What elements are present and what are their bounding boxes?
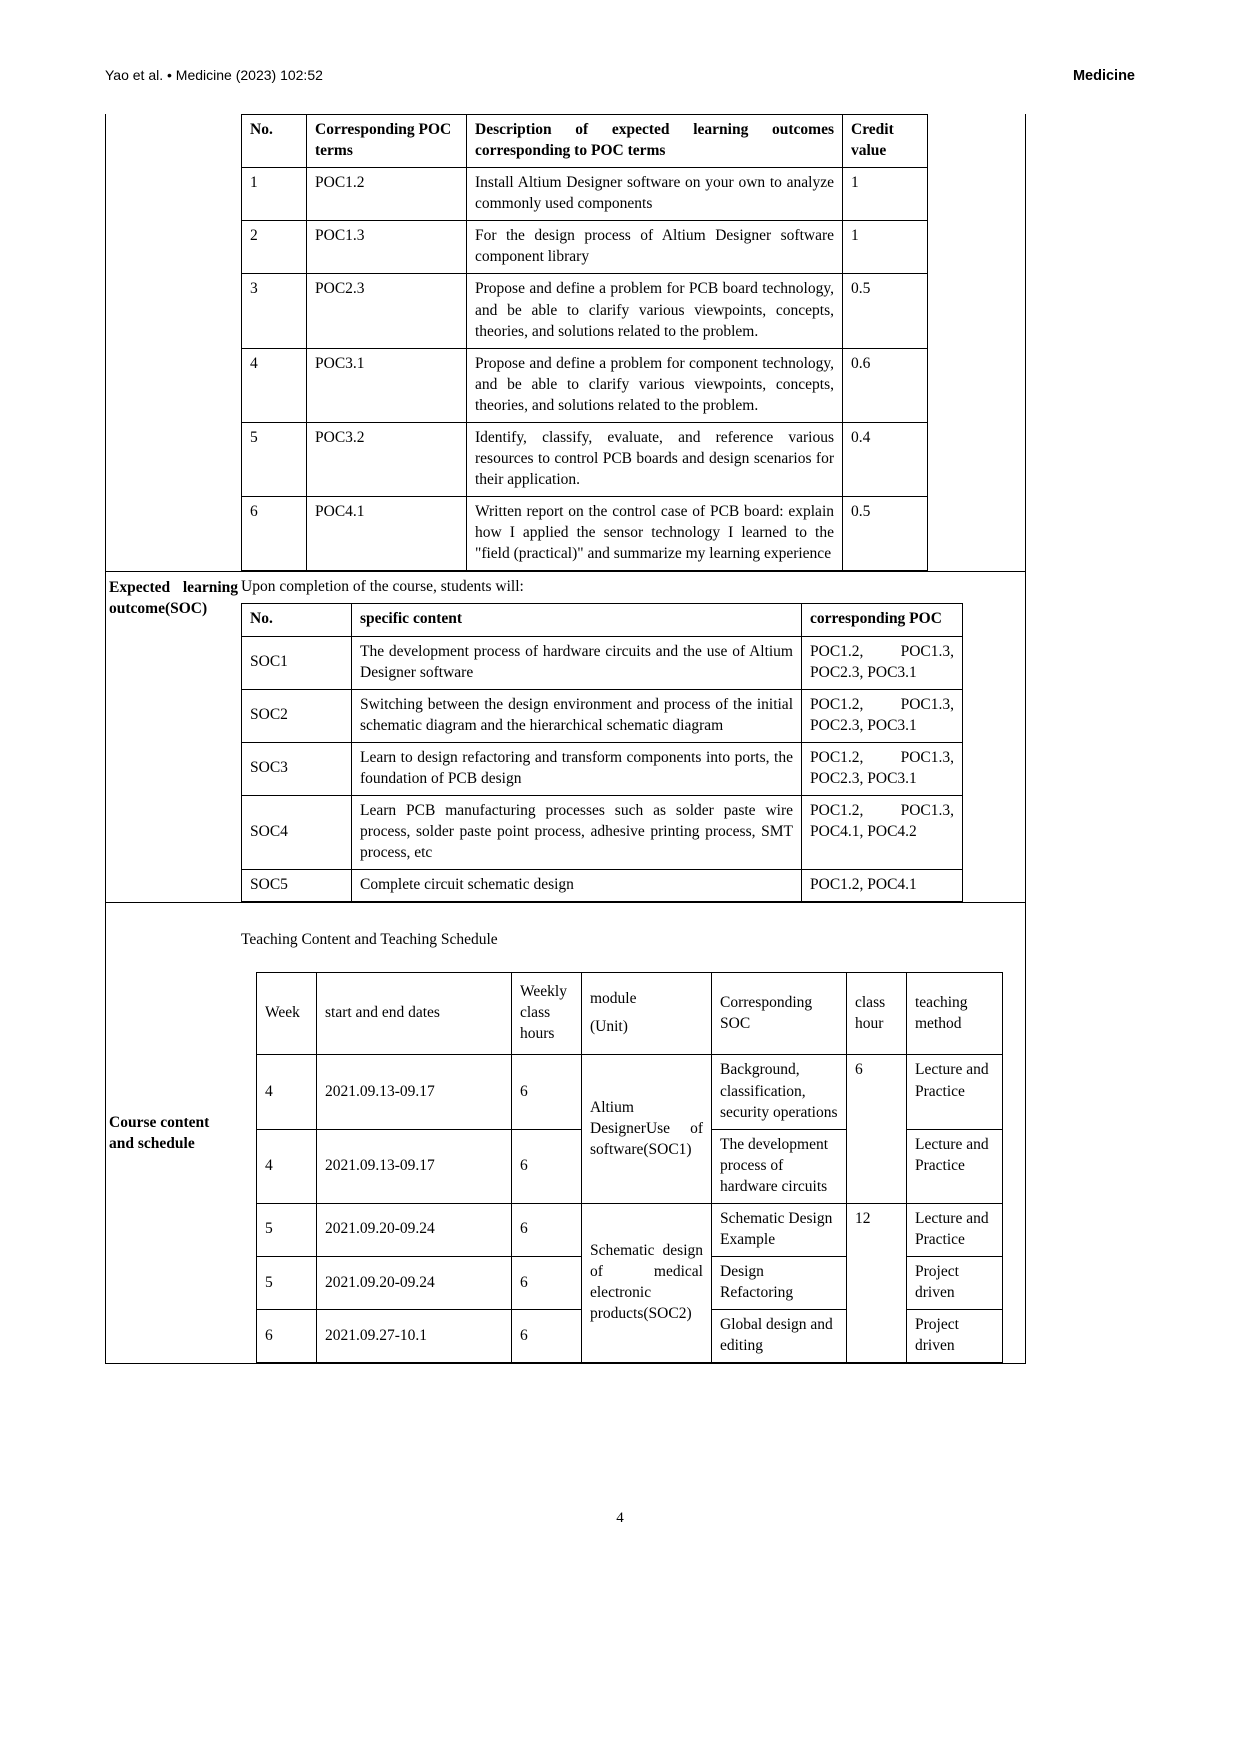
cell-poc-term: POC1.2 (307, 168, 467, 221)
cell-soc-no: SOC2 (242, 689, 352, 742)
table-row (242, 689, 963, 742)
cell-weekly-hours: 6 (512, 1310, 582, 1363)
cell-specific-content: The development process of hardware circuits and the use of Altium Designer software (352, 636, 802, 689)
cell-no: 3 (242, 274, 307, 348)
cell-week: 6 (257, 1310, 317, 1363)
cell-credit: 0.4 (843, 422, 928, 496)
table-row (242, 497, 928, 571)
cell-dates: 2021.09.13-09.17 (317, 1055, 512, 1129)
header-weekly-class-hours: Weekly class hours (512, 973, 582, 1055)
cell-credit: 1 (843, 221, 928, 274)
header-dates: start and end dates (317, 973, 512, 1055)
table-row (242, 796, 963, 870)
cell-dates: 2021.09.27-10.1 (317, 1310, 512, 1363)
cell-specific-content: Learn PCB manufacturing processes such as solder paste wire process, solder paste point process, adhesive printing process, SMT process, etc (352, 796, 802, 870)
cell-corresponding-poc: POC1.2, POC1.3, POC2.3, POC3.1 (802, 636, 963, 689)
cell-corresponding-soc: Background, classification, security operations (712, 1055, 847, 1129)
cell-poc-term: POC2.3 (307, 274, 467, 348)
table-header-row (257, 973, 1003, 1055)
soc-section-content (241, 572, 1025, 902)
header-description: Description of expected learning outcomes corresponding to POC terms (467, 115, 843, 168)
header-no: No. (242, 115, 307, 168)
cell-corresponding-soc: The development process of hardware circuits (712, 1129, 847, 1203)
cell-no: 2 (242, 221, 307, 274)
cell-corresponding-soc: Design Refactoring (712, 1257, 847, 1310)
cell-dates: 2021.09.13-09.17 (317, 1129, 512, 1203)
cell-corresponding-soc: Global design and editing (712, 1310, 847, 1363)
table-row (242, 870, 963, 902)
table-row (242, 422, 928, 496)
header-week: Week (257, 973, 317, 1055)
course-section-row (106, 903, 1025, 1363)
schedule-table (256, 972, 1003, 1363)
soc-intro-text: Upon completion of the course, students will: (241, 578, 524, 596)
cell-poc-term: POC3.1 (307, 348, 467, 422)
cell-dates: 2021.09.20-09.24 (317, 1257, 512, 1310)
cell-poc-term: POC1.3 (307, 221, 467, 274)
course-intro-text: Teaching Content and Teaching Schedule (241, 931, 498, 949)
cell-class-hour: 6 (847, 1055, 907, 1203)
header-unit-line: (Unit) (590, 1018, 628, 1036)
cell-soc-no: SOC1 (242, 636, 352, 689)
label-line: and schedule (109, 1135, 195, 1153)
cell-dates: 2021.09.20-09.24 (317, 1203, 512, 1256)
cell-teaching-method: Lecture and Practice (907, 1203, 1003, 1256)
table-header-row (242, 115, 928, 168)
page-number: 4 (616, 1510, 624, 1526)
cell-no: 5 (242, 422, 307, 496)
table-row (242, 636, 963, 689)
cell-description: Propose and define a problem for PCB board technology, and be able to clarify various viewpoints, concepts, theories, and solutions related to the problem. (467, 274, 843, 348)
cell-description: Written report on the control case of PCB board: explain how I applied the sensor technology I learned to the "field (practical)" and summarize my learning experience (467, 497, 843, 571)
cell-corresponding-soc: Schematic Design Example (712, 1203, 847, 1256)
table-row (257, 1055, 1003, 1129)
soc-table (241, 603, 963, 902)
cell-class-hour: 12 (847, 1203, 907, 1362)
cell-credit: 1 (843, 168, 928, 221)
label-block (109, 1112, 209, 1154)
table-row (242, 274, 928, 348)
course-section-content (241, 903, 1025, 1363)
cell-module: Altium DesignerUse of software(SOC1) (582, 1055, 712, 1203)
cell-specific-content: Complete circuit schematic design (352, 870, 802, 902)
cell-teaching-method: Lecture and Practice (907, 1129, 1003, 1203)
cell-corresponding-poc: POC1.2, POC4.1 (802, 870, 963, 902)
header-module-line: module (590, 990, 637, 1008)
header-corresponding-poc: corresponding POC (802, 604, 963, 636)
running-head: Yao et al. • Medicine (2023) 102:52 (105, 67, 323, 83)
cell-description: Identify, classify, evaluate, and reference various resources to control PCB boards and design scenarios for their application. (467, 422, 843, 496)
page-header (105, 66, 1135, 87)
journal-name: Medicine (1072, 68, 1135, 84)
cell-poc-term: POC3.2 (307, 422, 467, 496)
table-row (257, 1203, 1003, 1256)
poc-row-label-empty (106, 114, 241, 571)
cell-week: 5 (257, 1203, 317, 1256)
cell-credit: 0.5 (843, 497, 928, 571)
header-class-hour: class hour (847, 973, 907, 1055)
header-specific-content: specific content (352, 604, 802, 636)
cell-specific-content: Learn to design refactoring and transform components into ports, the foundation of PCB design (352, 742, 802, 795)
cell-week: 4 (257, 1129, 317, 1203)
label-line: Course content (109, 1114, 210, 1132)
cell-soc-no: SOC3 (242, 742, 352, 795)
header-module-unit (582, 973, 712, 1055)
cell-description: Propose and define a problem for component technology, and be able to clarify various viewpoints, concepts, theories, and solutions related to the problem. (467, 348, 843, 422)
cell-soc-no: SOC5 (242, 870, 352, 902)
cell-teaching-method: Project driven (907, 1257, 1003, 1310)
cell-corresponding-poc: POC1.2, POC1.3, POC2.3, POC3.1 (802, 689, 963, 742)
cell-teaching-method: Project driven (907, 1310, 1003, 1363)
cell-module: Schematic design of medical electronic products(SOC2) (582, 1203, 712, 1362)
cell-weekly-hours: 6 (512, 1203, 582, 1256)
cell-weekly-hours: 6 (512, 1257, 582, 1310)
soc-row-label (106, 572, 241, 902)
cell-description: Install Altium Designer software on your own to analyze commonly used components (467, 168, 843, 221)
cell-weekly-hours: 6 (512, 1129, 582, 1203)
poc-section-row (106, 114, 1025, 572)
cell-week: 4 (257, 1055, 317, 1129)
cell-specific-content: Switching between the design environment and process of the initial schematic diagram and the hierarchical schematic diagram (352, 689, 802, 742)
label-line: outcome(SOC) (109, 600, 208, 618)
cell-corresponding-poc: POC1.2, POC1.3, POC2.3, POC3.1 (802, 742, 963, 795)
table-row (242, 168, 928, 221)
header-corresponding-soc: Corresponding SOC (712, 973, 847, 1055)
cell-teaching-method: Lecture and Practice (907, 1055, 1003, 1129)
cell-description: For the design process of Altium Designer software component library (467, 221, 843, 274)
header-teaching-method: teaching method (907, 973, 1003, 1055)
poc-table (241, 114, 928, 571)
cell-credit: 0.6 (843, 348, 928, 422)
cell-soc-no: SOC4 (242, 796, 352, 870)
cell-credit: 0.5 (843, 274, 928, 348)
cell-no: 1 (242, 168, 307, 221)
header-credit-value: Credit value (843, 115, 928, 168)
soc-section-row (106, 572, 1025, 903)
cell-weekly-hours: 6 (512, 1055, 582, 1129)
cell-corresponding-poc: POC1.2, POC1.3, POC4.1, POC4.2 (802, 796, 963, 870)
cell-no: 4 (242, 348, 307, 422)
cell-week: 5 (257, 1257, 317, 1310)
table-header-row (242, 604, 963, 636)
cell-no: 6 (242, 497, 307, 571)
label-line: Expected learning (109, 579, 238, 597)
table-row (242, 742, 963, 795)
header-poc-terms: Corresponding POC terms (307, 115, 467, 168)
poc-section-content (241, 114, 1025, 571)
cell-poc-term: POC4.1 (307, 497, 467, 571)
table-row (242, 348, 928, 422)
header-no: No. (242, 604, 352, 636)
course-row-label (106, 903, 241, 1363)
table-row (242, 221, 928, 274)
course-outline-grid (105, 114, 1026, 1364)
